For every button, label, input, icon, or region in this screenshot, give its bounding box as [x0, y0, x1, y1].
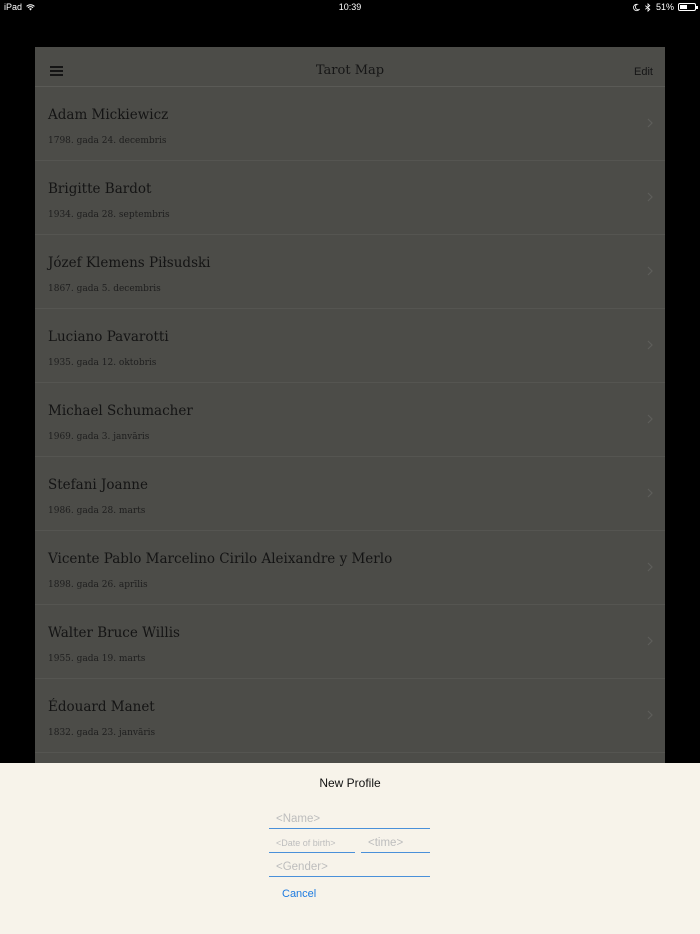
profile-name: Walter Bruce Willis	[48, 625, 180, 641]
profile-birth-date: 1798. gada 24. decembris	[48, 136, 167, 146]
profile-name: Édouard Manet	[48, 699, 155, 715]
profile-name: Adam Mickiewicz	[48, 107, 169, 123]
chevron-right-icon	[647, 340, 653, 350]
chevron-right-icon	[647, 710, 653, 720]
chevron-right-icon	[647, 562, 653, 572]
navigation-bar	[35, 47, 665, 87]
status-bar	[0, 0, 700, 15]
profile-birth-date: 1934. gada 28. septembris	[48, 210, 170, 220]
profile-name: Józef Klemens Piłsudski	[48, 255, 211, 271]
profile-birth-date: 1955. gada 19. marts	[48, 654, 146, 664]
profile-birth-date: 1898. gada 26. aprīlis	[48, 580, 148, 590]
profile-birth-date: 1867. gada 5. decembris	[48, 284, 161, 294]
profile-row[interactable]	[35, 457, 665, 531]
profile-row[interactable]	[35, 309, 665, 383]
profile-list	[35, 87, 665, 753]
profile-list-panel	[35, 47, 665, 763]
edit-button[interactable]: Edit	[634, 66, 653, 78]
new-profile-sheet	[0, 763, 700, 934]
profile-name: Vicente Pablo Marcelino Cirilo Aleixandre y Merlo	[48, 551, 393, 567]
battery-tip	[696, 6, 698, 9]
profile-name: Luciano Pavarotti	[48, 329, 169, 345]
status-right	[632, 2, 696, 12]
device-label: iPad	[4, 2, 23, 12]
time-input[interactable]	[361, 833, 430, 853]
cancel-button[interactable]: Cancel	[282, 888, 317, 900]
profile-name: Brigitte Bardot	[48, 181, 152, 197]
profile-row[interactable]	[35, 87, 665, 161]
chevron-right-icon	[647, 636, 653, 646]
chevron-right-icon	[647, 118, 653, 128]
profile-row[interactable]	[35, 383, 665, 457]
chevron-right-icon	[647, 414, 653, 424]
date-of-birth-input[interactable]	[269, 834, 355, 853]
sheet-title: New Profile	[319, 776, 381, 790]
page-title: Tarot Map	[315, 63, 385, 78]
battery-percent: 51%	[655, 2, 674, 12]
chevron-right-icon	[647, 192, 653, 202]
profile-row[interactable]	[35, 531, 665, 605]
battery-icon	[678, 3, 696, 11]
gender-input[interactable]	[269, 857, 430, 877]
profile-row[interactable]	[35, 679, 665, 753]
moon-icon	[632, 3, 640, 12]
bluetooth-icon	[644, 3, 652, 12]
profile-row[interactable]	[35, 235, 665, 309]
name-input[interactable]	[269, 809, 430, 829]
profile-name: Stefani Joanne	[48, 477, 148, 493]
profile-birth-date: 1832. gada 23. janvāris	[48, 728, 156, 738]
chevron-right-icon	[647, 266, 653, 276]
profile-birth-date: 1969. gada 3. janvāris	[48, 432, 150, 442]
chevron-right-icon	[647, 488, 653, 498]
profile-birth-date: 1935. gada 12. oktobris	[48, 358, 157, 368]
battery-fill	[680, 5, 687, 9]
profile-row[interactable]	[35, 605, 665, 679]
profile-birth-date: 1986. gada 28. marts	[48, 506, 146, 516]
profile-row[interactable]	[35, 161, 665, 235]
status-time: 10:39	[338, 2, 362, 12]
profile-name: Michael Schumacher	[48, 403, 193, 419]
